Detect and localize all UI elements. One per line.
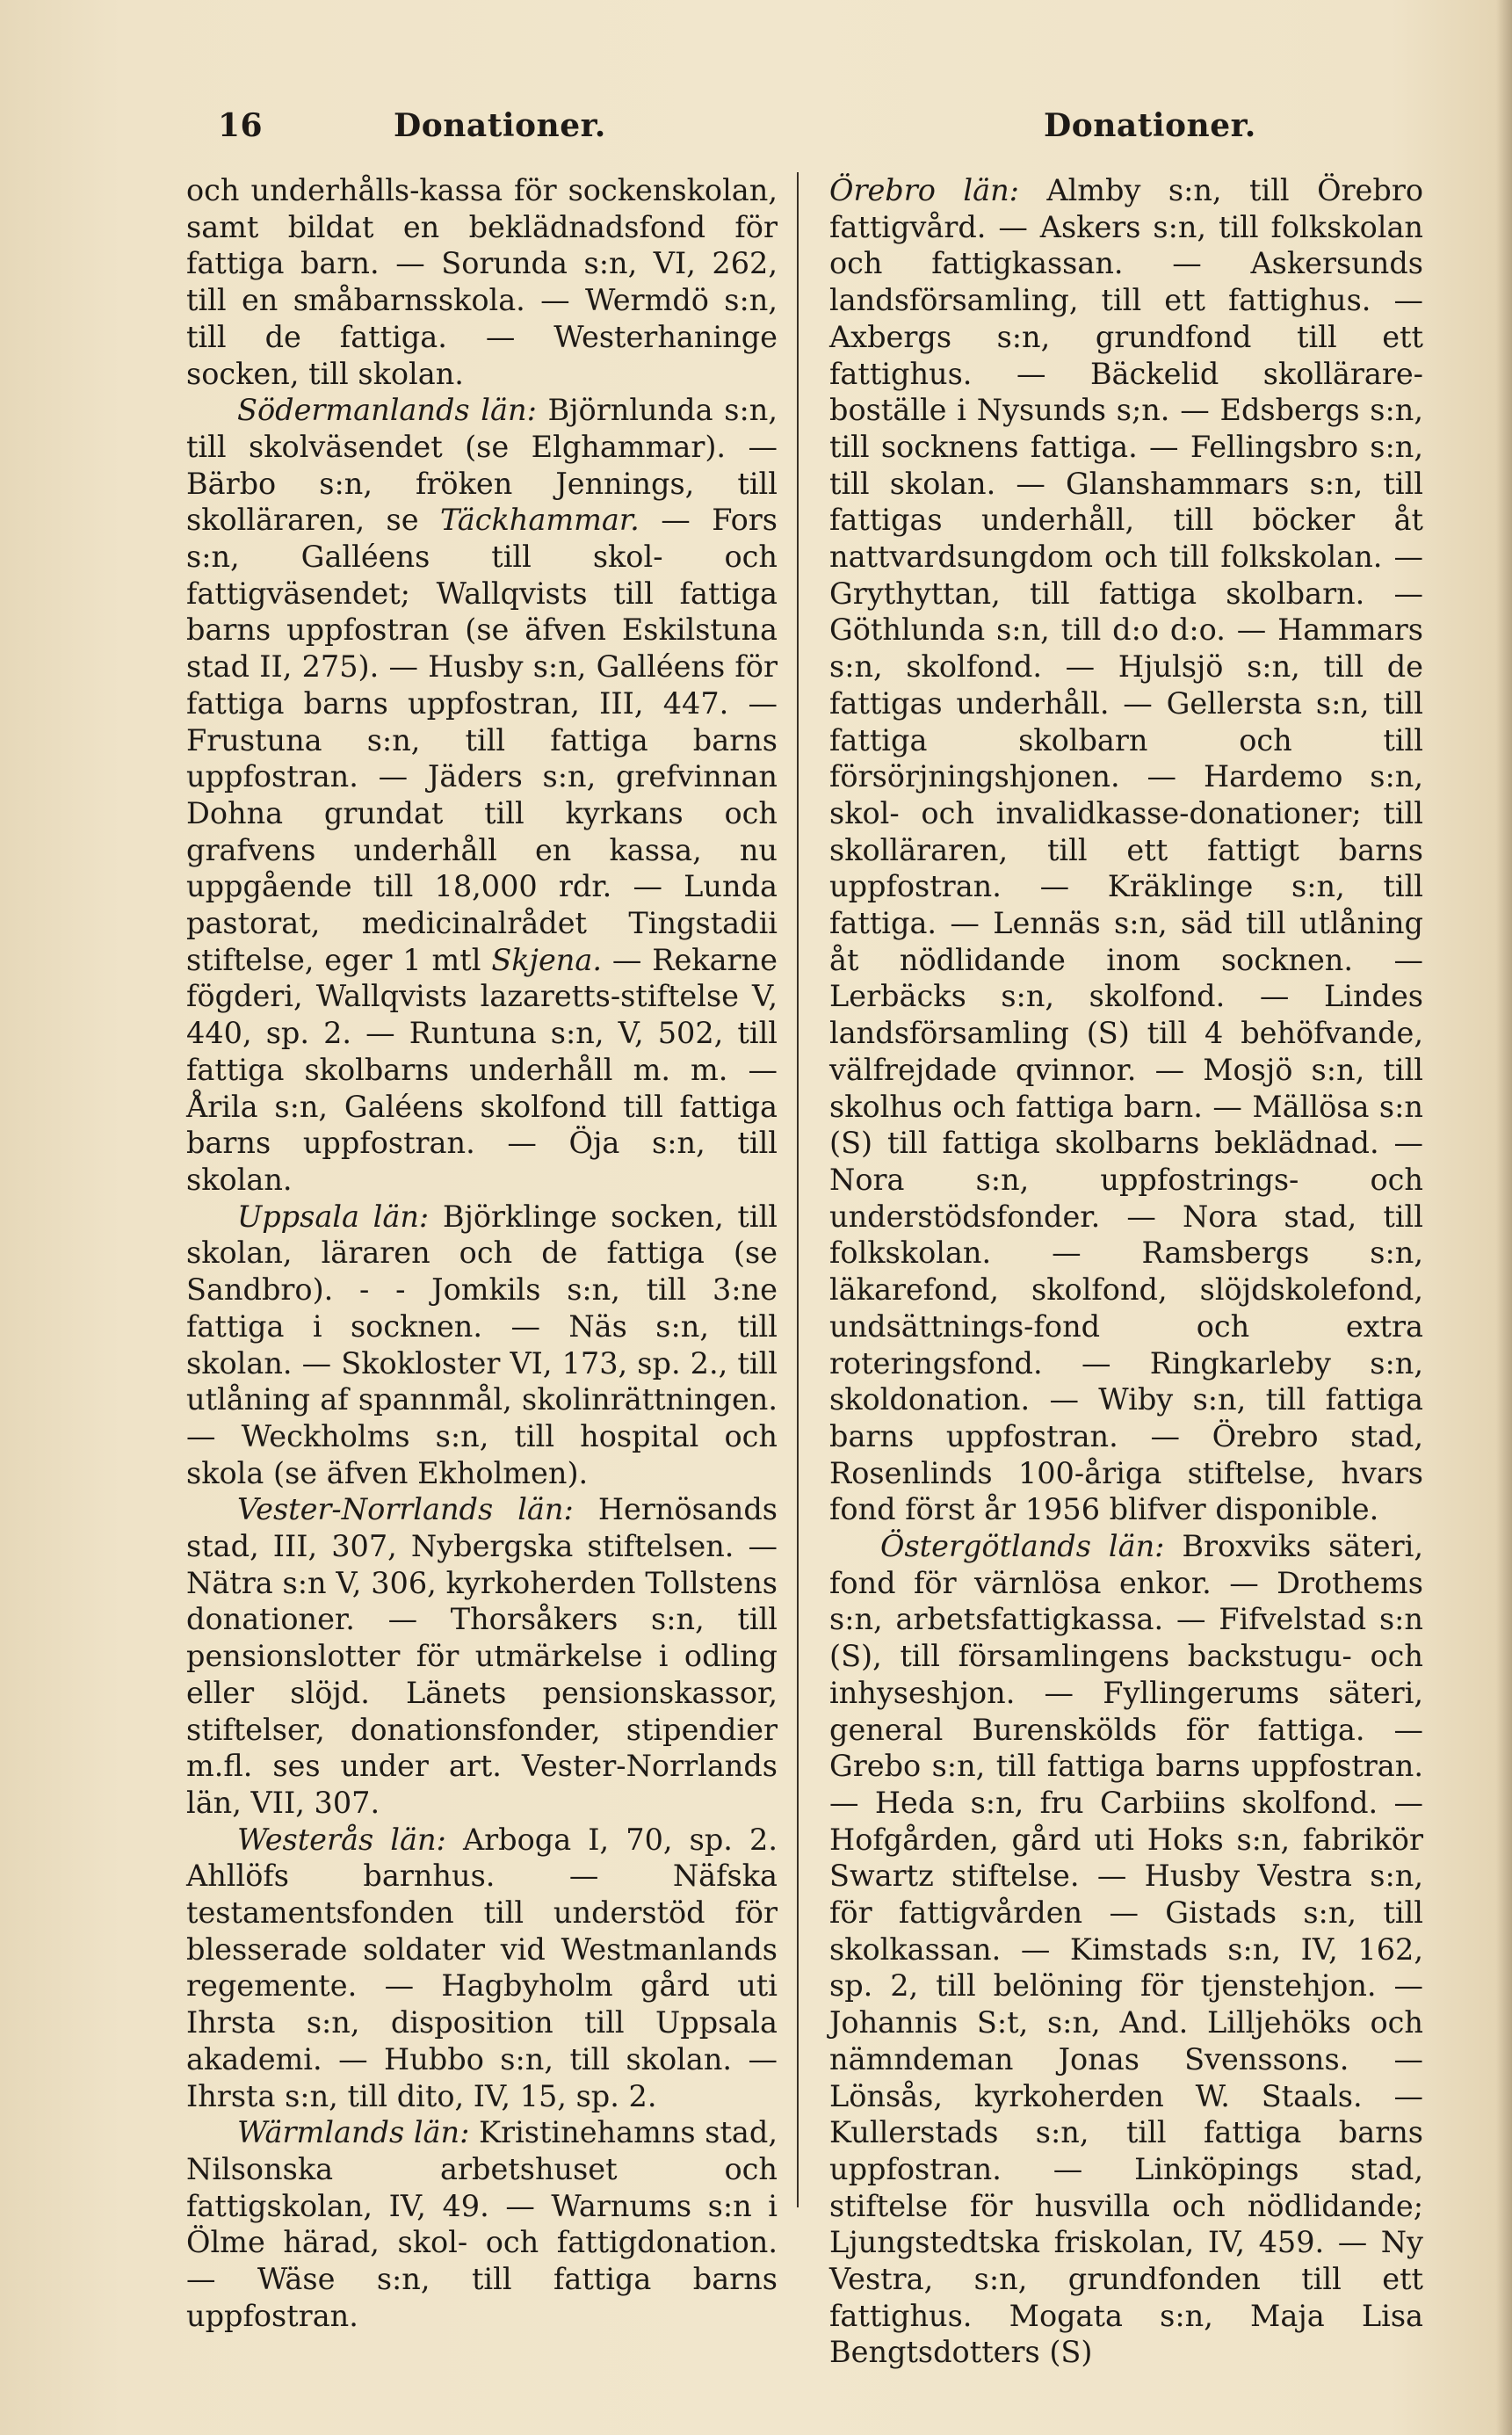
- region-heading: Skjena.: [491, 942, 602, 977]
- region-heading: Täckhammar.: [440, 503, 640, 538]
- paragraph-text: Arboga I, 70, sp. 2. Ahllöfs barnhus. — Näfska testamentsfonden till understöd för blesserade soldater vid Westmanlands regemente. — Hagbyholm gård uti Ihrsta s:n, disposition till Uppsala akademi. — Hubbo s:n, till skolan. — Ihrsta s:n, till dito, IV, 15, sp. 2.: [186, 1822, 778, 2113]
- region-heading: Wärmlands län:: [237, 2115, 470, 2150]
- paragraph-text: — Fors s:n, Galléens till skol- och fattigväsendet; Wallqvists till fattiga barns uppfostran (se äfven Eskilstuna stad II, 275). — Husby s:n, Galléens för fattiga barns uppfostran, III, 447. — Frustuna s:n, till fattiga barns uppfostran. — Jäders s:n, grefvinnan Dohna grundat till kyrkans och grafvens underhåll en kassa, nu uppgående till 18,000 rdr. — Lunda pastorat, medicinalrådet Tingstadii stiftelse, eger 1 mtl: [186, 503, 778, 977]
- running-title-right: Donationer.: [1044, 107, 1256, 144]
- paragraph: [186, 392, 778, 1198]
- paragraph-text: Broxviks säteri, fond för värnlösa enkor. — Drothems s:n, arbetsfattigkassa. — Fifvelstad s:n (S), till församlingens backstugu- och inhyseshjon. — Fyllingerums säteri, general Burenskölds för fattiga. — Grebo s:n, till fattiga barns uppfostran. — Heda s:n, fru Carbiins skolfond. — Hofgården, gård uti Hoks s:n, fabrikör Swartz stiftelse. — Husby Vestra s:n, för fattigvården — Gistads s:n, till skolkassan. — Kimstads s:n, IV, 162, sp. 2, till belöning för tjenstehjon. — Johannis S:t, s:n, And. Lilljehöks och nämndeman Jonas Svenssons. — Lönsås, kyrkoherden W. Staals. — Kullerstads s:n, till fattiga barns uppfostran. — Linköpings stad, stiftelse för husvilla och nödlidande; Ljungstedtska friskolan, IV, 459. — Ny Vestra, s:n, grundfonden till ett fattighus. Mogata s:n, Maja Lisa Bengtsdotters (S): [829, 1529, 1423, 2370]
- region-heading: Södermanlands län:: [237, 393, 537, 428]
- paragraph: [186, 1822, 778, 2115]
- paragraph-text: — Rekarne fögderi, Wallqvists lazaretts-stiftelse V, 440, sp. 2. — Runtuna s:n, V, 502, till fattiga skolbarns underhåll m. m. — Årila s:n, Galéens skolfond till fattiga barns uppfostran. — Öja s:n, till skolan.: [186, 942, 778, 1197]
- left-column: [186, 172, 778, 2333]
- region-heading: Westerås län:: [237, 1822, 446, 1857]
- paragraph-text: Hernösands stad, III, 307, Nybergska stiftelsen. — Nätra s:n V, 306, kyrkoherden Tollstens donationer. — Thorsåkers s:n, till pensionslotter för utmärkelse i odling eller slöjd. Länets pensionskassor, stiftelser, donationsfonder, stipendier m.fl. ses under art. Vester-Norrlands län, VII, 307.: [186, 1492, 778, 1820]
- paragraph-text: och underhålls-kassa för sockenskolan, samt bildat en beklädnadsfond för fattiga barn. — Sorunda s:n, VI, 262, till en småbarnsskola. — Wermdö s:n, till de fattiga. — Westerhaninge socken, till skolan.: [186, 173, 778, 391]
- column-divider: [797, 172, 799, 2207]
- paragraph-text: Almby s:n, till Örebro fattigvård. — Askers s:n, till folkskolan och fattigkassan. — Askersunds landsförsamling, till ett fattighus. — Axbergs s:n, grundfond till ett fattighus. — Bäckelid skollärare-boställe i Nysunds s;n. — Edsbergs s:n, till socknens fattiga. — Fellingsbro s:n, till skolan. — Glanshammars s:n, till fattigas underhåll, till böcker åt nattvardsungdom och till folkskolan. — Grythyttan, till fattiga skolbarn. — Göthlunda s:n, till d:o d:o. — Hammars s:n, skolfond. — Hjulsjö s:n, till de fattigas underhåll. — Gellersta s:n, till fattiga skolbarn och till försörjningshjonen. — Hardemo s:n, skol- och invalidkasse-donationer; till skolläraren, till ett fattigt barns uppfostran. — Kräklinge s:n, till fattiga. — Lennäs s:n, säd till utlåning åt nödlidande inom socknen. — Lerbäcks s:n, skolfond. — Lindes landsförsamling (S) till 4 behöfvande, välfrejdade qvinnor. — Mosjö s:n, till skolhus och fattiga barn. — Mällösa s:n (S) till fattiga skolbarns beklädnad. — Nora s:n, uppfostrings- och understödsfonder. — Nora stad, till folkskolan. — Ramsbergs s:n, läkarefond, skolfond, slöjdskolefond, undsättnings-fond och extra roteringsfond. — Ringkarleby s:n, skoldonation. — Wiby s:n, till fattiga barns uppfostran. — Örebro stad, Rosenlinds 100-åriga stiftelse, hvars fond först år 1956 blifver disponible.: [829, 173, 1423, 1527]
- page-edge-shadow: [1496, 0, 1512, 2435]
- region-heading: Örebro län:: [829, 173, 1019, 207]
- paragraph: [829, 172, 1423, 1528]
- paragraph: [186, 1199, 778, 1492]
- running-title-left: Donationer.: [394, 107, 606, 144]
- paragraph-text: Björnlunda s:n, till skolväsendet (se Elghammar). — Bärbo s:n, fröken Jennings, till skolläraren, se: [186, 393, 778, 538]
- paragraph: [829, 1528, 1423, 2371]
- paragraph-text: Björklinge socken, till skolan, läraren och de fattiga (se Sandbro). - - Jomkils s:n, till 3:ne fattiga i socknen. — Näs s:n, till skolan. — Skokloster VI, 173, sp. 2., till utlåning af spannmål, skolinrättningen. — Weckholms s:n, till hospital och skola (se äfven Ekholmen).: [186, 1199, 778, 1490]
- region-heading: Uppsala län:: [237, 1199, 430, 1234]
- page-number: 16: [218, 107, 264, 144]
- region-heading: Östergötlands län:: [880, 1529, 1165, 1564]
- paragraph: [186, 2114, 778, 2334]
- region-heading: Vester-Norrlands län:: [237, 1492, 574, 1527]
- right-column: [829, 172, 1423, 2370]
- paragraph-text: Kristinehamns stad, Nilsonska arbetshuset och fattigskolan, IV, 49. — Warnums s:n i Ölme härad, skol- och fattigdonation. — Wäse s:n, till fattiga barns uppfostran.: [186, 2115, 778, 2333]
- paragraph: [186, 172, 778, 392]
- paragraph: [186, 1491, 778, 1821]
